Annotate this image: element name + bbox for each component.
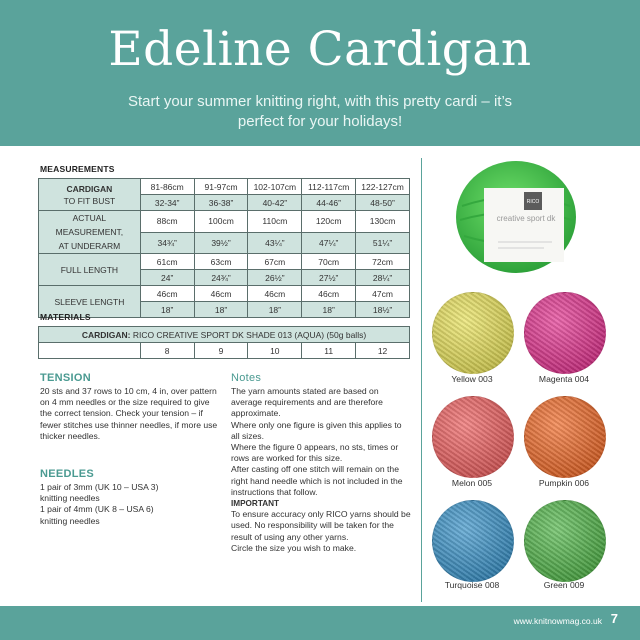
table-cell: 44-46” [302, 195, 356, 211]
row-header-cardigan: CARDIGAN TO FIT BUST [39, 179, 141, 211]
swatch-green [524, 500, 606, 582]
swatch-melon [432, 396, 514, 478]
table-cell: 10 [248, 343, 302, 359]
table-cell: 46cm [302, 286, 356, 302]
table-cell: 81-86cm [140, 179, 194, 195]
table-cell: 40-42” [248, 195, 302, 211]
table-row [39, 254, 410, 270]
swatch-pumpkin [524, 396, 606, 478]
row-header-actual: ACTUAL MEASUREMENT, AT UNDERARM [39, 211, 141, 254]
table-cell: 61cm [140, 254, 194, 270]
table-row [39, 211, 410, 233]
brand-text: RICO [526, 199, 540, 205]
page-number: 7 [610, 611, 618, 626]
table-cell: 70cm [302, 254, 356, 270]
table-cell: 46cm [194, 286, 248, 302]
table-cell: 26½” [248, 270, 302, 286]
tension-text: 20 sts and 37 rows to 10 cm, 4 in, over pattern on 4 mm needles or the size required to give the correct tension. Check your tension – if fewer stitches use thinner needles, if more use thicker needles. [40, 386, 218, 441]
table-cell [39, 343, 141, 359]
materials-yarn-line: CARDIGAN: RICO CREATIVE SPORT DK SHADE 013 (AQUA) (50g balls) [39, 327, 410, 343]
row-header-sleeve: SLEEVE LENGTH [39, 286, 141, 318]
swatch-label-melon: Melon 005 [451, 478, 493, 488]
materials-table [38, 326, 410, 359]
row-header-length: FULL LENGTH [39, 254, 141, 286]
table-row [39, 327, 410, 343]
table-cell: 12 [356, 343, 410, 359]
important-heading: IMPORTANT [231, 499, 280, 509]
table-cell: 24¾” [194, 270, 248, 286]
table-row [39, 179, 410, 195]
needles-text: 1 pair of 3mm (UK 10 – USA 3) knitting needles 1 pair of 4mm (UK 8 – USA 6) knitting needles [40, 482, 159, 526]
table-cell: 9 [194, 343, 248, 359]
table-cell: 18” [194, 302, 248, 318]
table-cell: 8 [140, 343, 194, 359]
yarn-label-text: creative sport dk [496, 214, 556, 223]
notes-heading: Notes [231, 372, 262, 384]
table-cell: 18” [302, 302, 356, 318]
materials-label: MATERIALS [40, 312, 91, 322]
page-subtitle: Start your summer knitting right, with this pretty cardi – it’s perfect for your holidays! [127, 93, 513, 130]
tension-heading: TENSION [40, 372, 91, 384]
swatch-yellow [432, 292, 514, 374]
table-cell: 47¼” [302, 232, 356, 254]
table-cell: 24” [140, 270, 194, 286]
table-cell: 130cm [356, 211, 410, 233]
table-cell: 27½” [302, 270, 356, 286]
swatch-label-turquoise: Turquoise 008 [444, 580, 500, 590]
table-cell: 36-38” [194, 195, 248, 211]
table-cell: 47cm [356, 286, 410, 302]
footer-url[interactable]: www.knitnowmag.co.uk [513, 616, 602, 626]
table-cell: 122-127cm [356, 179, 410, 195]
needles-heading: NEEDLES [40, 468, 95, 480]
swatch-magenta [524, 292, 606, 374]
table-cell: 72cm [356, 254, 410, 270]
header-banner [0, 0, 640, 146]
swatch-label-magenta: Magenta 004 [538, 374, 590, 384]
yarn-ball-image [452, 158, 580, 276]
table-cell: 100cm [194, 211, 248, 233]
table-row [39, 286, 410, 302]
table-cell: 67cm [248, 254, 302, 270]
table-cell: 28¼” [356, 270, 410, 286]
table-cell: 88cm [140, 211, 194, 233]
table-cell: 63cm [194, 254, 248, 270]
page-title: Edeline Cardigan [108, 22, 532, 77]
swatch-label-green: Green 009 [543, 580, 585, 590]
measurements-table [38, 178, 410, 318]
table-cell: 46cm [248, 286, 302, 302]
table-cell: 32-34” [140, 195, 194, 211]
table-cell: 11 [302, 343, 356, 359]
notes-text: The yarn amounts stated are based on average requirements and are therefore approximate. Where only one figure is given this applies to all sizes. Where the figure 0 appears, no sts, times or rows are worked for this size. After casting off one stitch will remain on the right hand needle which is not included in the instructions that follow. IMPORTANT To ensure accuracy only RICO yarns should be used. No responsibility will be taken for the result of using any other yarns. Circle the size you wish to make. [231, 386, 411, 553]
table-cell: 120cm [302, 211, 356, 233]
table-cell: 34¾” [140, 232, 194, 254]
table-cell: 43¼” [248, 232, 302, 254]
table-cell: 110cm [248, 211, 302, 233]
table-cell: 112-117cm [302, 179, 356, 195]
table-cell: 18½” [356, 302, 410, 318]
table-cell: 51¼” [356, 232, 410, 254]
swatch-label-yellow: Yellow 003 [451, 374, 493, 384]
table-cell: 39½” [194, 232, 248, 254]
table-cell: 102-107cm [248, 179, 302, 195]
measurements-label: MEASUREMENTS [40, 164, 115, 174]
table-cell: 18” [248, 302, 302, 318]
table-cell: 48-50” [356, 195, 410, 211]
table-cell: 91-97cm [194, 179, 248, 195]
swatch-label-pumpkin: Pumpkin 006 [538, 478, 590, 488]
table-cell: 46cm [140, 286, 194, 302]
swatch-turquoise [432, 500, 514, 582]
table-row [39, 343, 410, 359]
table-cell: 18” [140, 302, 194, 318]
